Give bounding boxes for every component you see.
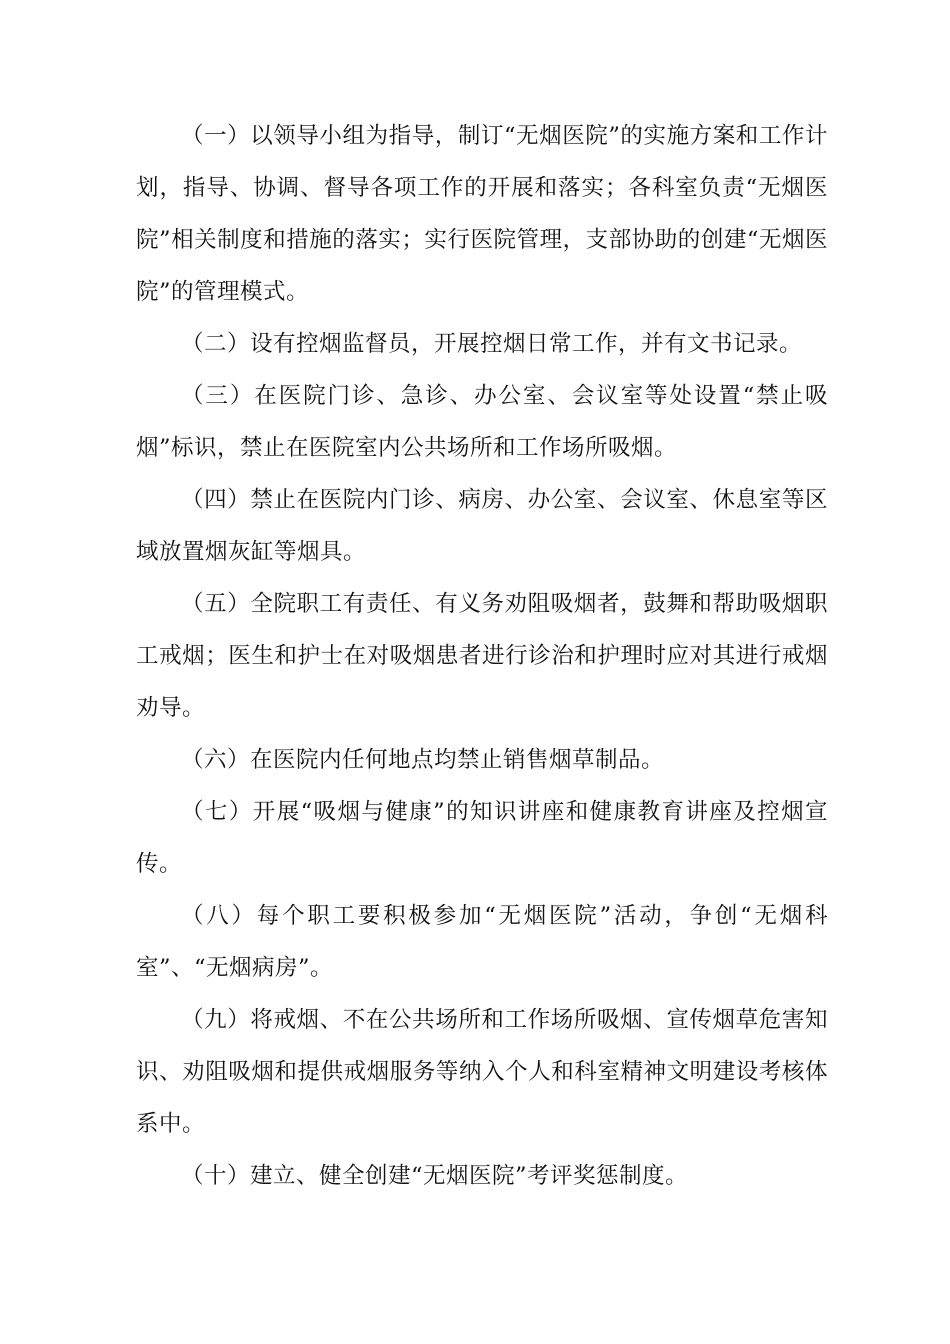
paragraph-5: （五）全院职工有责任、有义务劝阻吸烟者，鼓舞和帮助吸烟职工戒烟；医生和护士在对吸烟患者进行诊治和护理时应对其进行戒烟劝导。	[136, 591, 828, 721]
paragraph-7: （七）开展“吸烟与健康”的知识讲座和健康教育讲座及控烟宣传。	[136, 799, 828, 877]
paragraph-2: （二）设有控烟监督员，开展控烟日常工作，并有文书记录。	[181, 331, 803, 357]
paragraph-4: （四）禁止在医院内门诊、病房、办公室、会议室、休息室等区域放置烟灰缸等烟具。	[136, 487, 828, 565]
paragraph-8: （八）每个职工要积极参加“无烟医院”活动，争创“无烟科室”、“无烟病房”。	[136, 903, 828, 981]
paragraph-6: （六）在医院内任何地点均禁止销售烟草制品。	[181, 747, 665, 773]
paragraph-9: （九）将戒烟、不在公共场所和工作场所吸烟、宣传烟草危害知识、劝阻吸烟和提供戒烟服务等纳入个人和科室精神文明建设考核体系中。	[136, 1007, 828, 1137]
paragraph-10: （十）建立、健全创建“无烟医院”考评奖惩制度。	[181, 1163, 689, 1189]
paragraph-1: （一）以领导小组为指导，制订“无烟医院”的实施方案和工作计划，指导、协调、督导各项工作的开展和落实；各科室负责“无烟医院”相关制度和措施的落实；实行医院管理，支部协助的创建“无烟医院”的管理模式。	[136, 123, 828, 305]
paragraph-3: （三）在医院门诊、急诊、办公室、会议室等处设置“禁止吸烟”标识，禁止在医院室内公共场所和工作场所吸烟。	[136, 383, 828, 461]
document-body	[136, 110, 828, 1202]
